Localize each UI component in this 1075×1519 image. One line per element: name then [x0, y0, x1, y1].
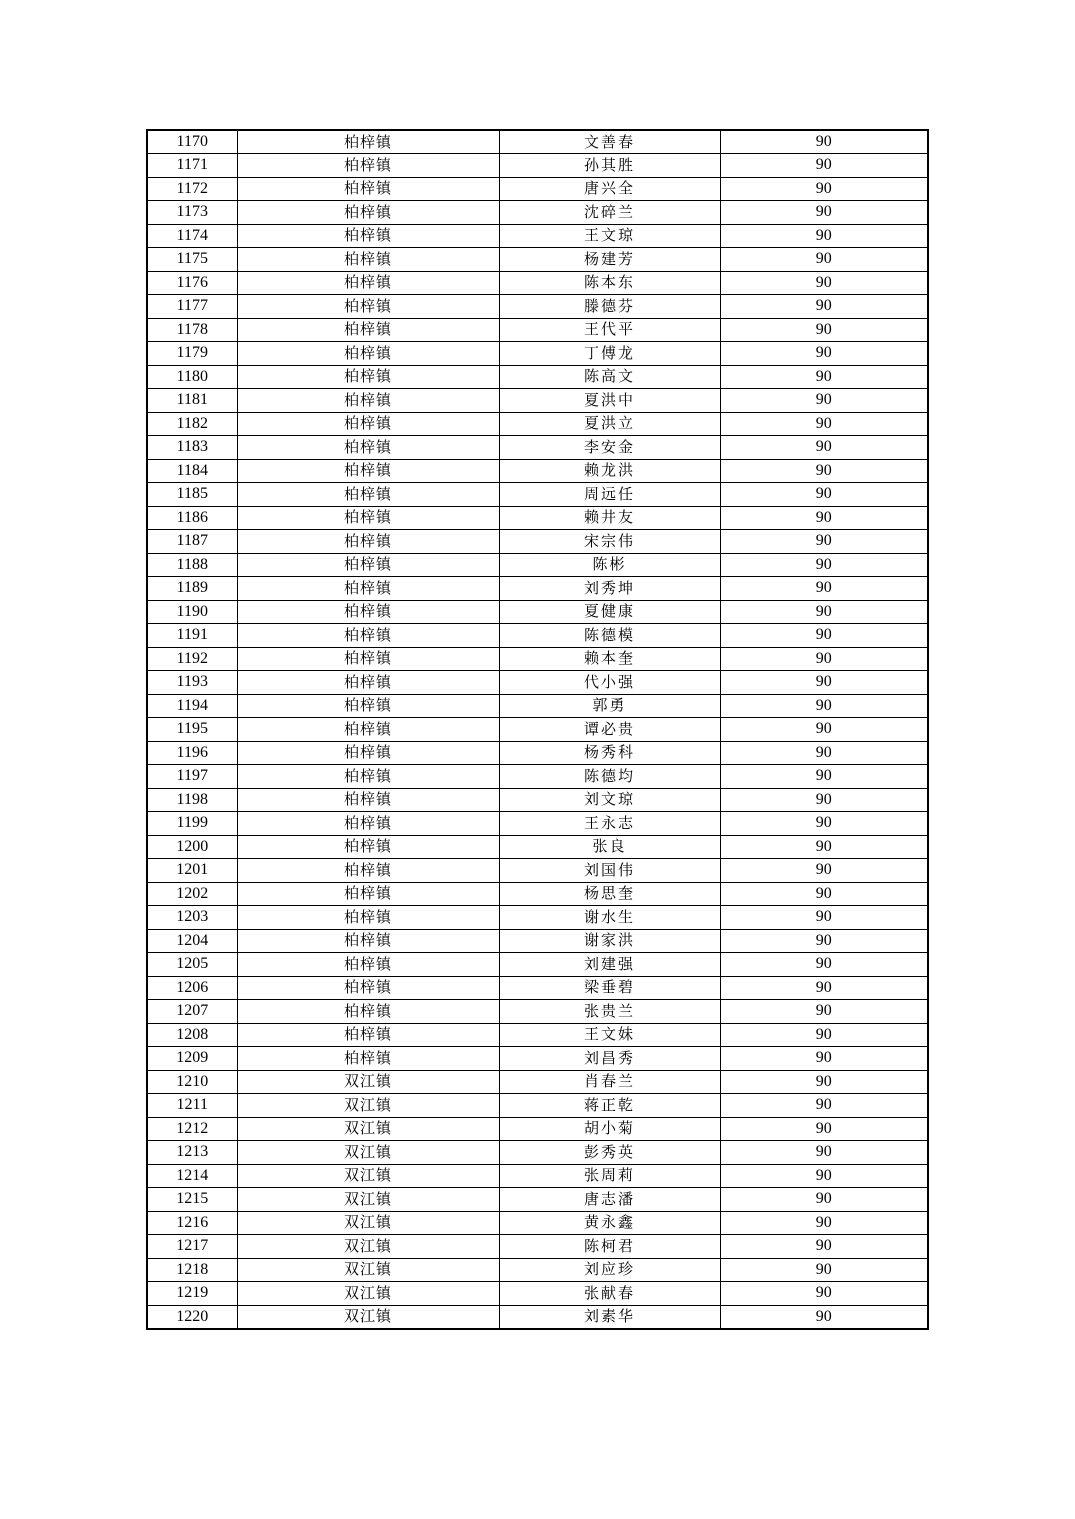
score-cell: 90: [720, 765, 928, 789]
table-row: [147, 1164, 928, 1188]
row-number: 1211: [147, 1094, 237, 1118]
town-cell: 双江镇: [237, 1117, 499, 1141]
person-name-cell: 李安金: [499, 436, 720, 460]
score-cell: 90: [720, 483, 928, 507]
town-cell: 柏梓镇: [237, 1000, 499, 1024]
person-name-cell: 陈彬: [499, 553, 720, 577]
row-number: 1200: [147, 835, 237, 859]
score-cell: 90: [720, 177, 928, 201]
person-name-cell: 王文妹: [499, 1023, 720, 1047]
score-cell: 90: [720, 389, 928, 413]
town-cell: 双江镇: [237, 1094, 499, 1118]
person-name-cell: 夏洪立: [499, 412, 720, 436]
row-number: 1176: [147, 271, 237, 295]
table-row: [147, 365, 928, 389]
town-cell: 柏梓镇: [237, 201, 499, 225]
town-cell: 柏梓镇: [237, 318, 499, 342]
table-row: [147, 1211, 928, 1235]
table-row: [147, 624, 928, 648]
score-cell: 90: [720, 295, 928, 319]
person-name-cell: 刘昌秀: [499, 1047, 720, 1071]
table-row: [147, 1047, 928, 1071]
table-row: [147, 459, 928, 483]
score-cell: 90: [720, 130, 928, 154]
person-name-cell: 滕德芬: [499, 295, 720, 319]
person-name-cell: 刘秀坤: [499, 577, 720, 601]
table-row: [147, 812, 928, 836]
person-name-cell: 刘国伟: [499, 859, 720, 883]
person-name-cell: 周远任: [499, 483, 720, 507]
score-cell: 90: [720, 741, 928, 765]
table-row: [147, 1094, 928, 1118]
person-name-cell: 刘素华: [499, 1305, 720, 1329]
town-cell: 柏梓镇: [237, 647, 499, 671]
town-cell: 柏梓镇: [237, 506, 499, 530]
person-name-cell: 丁傅龙: [499, 342, 720, 366]
table-row: [147, 201, 928, 225]
table-row: [147, 694, 928, 718]
town-cell: 双江镇: [237, 1188, 499, 1212]
score-cell: 90: [720, 342, 928, 366]
person-name-cell: 唐兴全: [499, 177, 720, 201]
row-number: 1209: [147, 1047, 237, 1071]
town-cell: 柏梓镇: [237, 859, 499, 883]
table-row: [147, 1305, 928, 1329]
score-cell: 90: [720, 976, 928, 1000]
row-number: 1199: [147, 812, 237, 836]
person-name-cell: 杨秀科: [499, 741, 720, 765]
row-number: 1218: [147, 1258, 237, 1282]
table-row: [147, 412, 928, 436]
score-cell: 90: [720, 671, 928, 695]
roster-table: [146, 129, 929, 1330]
person-name-cell: 肖春兰: [499, 1070, 720, 1094]
table-row: [147, 389, 928, 413]
person-name-cell: 刘建强: [499, 953, 720, 977]
row-number: 1216: [147, 1211, 237, 1235]
row-number: 1194: [147, 694, 237, 718]
person-name-cell: 王文琼: [499, 224, 720, 248]
person-name-cell: 赖龙洪: [499, 459, 720, 483]
table-row: [147, 1258, 928, 1282]
row-number: 1212: [147, 1117, 237, 1141]
person-name-cell: 王代平: [499, 318, 720, 342]
town-cell: 柏梓镇: [237, 248, 499, 272]
person-name-cell: 张贵兰: [499, 1000, 720, 1024]
table-row: [147, 295, 928, 319]
town-cell: 柏梓镇: [237, 130, 499, 154]
score-cell: 90: [720, 812, 928, 836]
town-cell: 柏梓镇: [237, 389, 499, 413]
score-cell: 90: [720, 624, 928, 648]
person-name-cell: 代小强: [499, 671, 720, 695]
table-row: [147, 130, 928, 154]
town-cell: 柏梓镇: [237, 436, 499, 460]
town-cell: 柏梓镇: [237, 718, 499, 742]
table-row: [147, 154, 928, 178]
town-cell: 柏梓镇: [237, 953, 499, 977]
table-row: [147, 1117, 928, 1141]
score-cell: 90: [720, 647, 928, 671]
row-number: 1191: [147, 624, 237, 648]
table-row: [147, 882, 928, 906]
table-row: [147, 271, 928, 295]
table-row: [147, 929, 928, 953]
table-row: [147, 906, 928, 930]
row-number: 1173: [147, 201, 237, 225]
row-number: 1170: [147, 130, 237, 154]
town-cell: 柏梓镇: [237, 671, 499, 695]
person-name-cell: 夏健康: [499, 600, 720, 624]
person-name-cell: 陈德模: [499, 624, 720, 648]
row-number: 1197: [147, 765, 237, 789]
person-name-cell: 张良: [499, 835, 720, 859]
table-row: [147, 835, 928, 859]
score-cell: 90: [720, 506, 928, 530]
row-number: 1192: [147, 647, 237, 671]
table-row: [147, 1188, 928, 1212]
score-cell: 90: [720, 577, 928, 601]
roster-body: [147, 130, 928, 1329]
row-number: 1206: [147, 976, 237, 1000]
row-number: 1184: [147, 459, 237, 483]
person-name-cell: 张周莉: [499, 1164, 720, 1188]
town-cell: 柏梓镇: [237, 412, 499, 436]
table-row: [147, 577, 928, 601]
row-number: 1198: [147, 788, 237, 812]
score-cell: 90: [720, 929, 928, 953]
table-row: [147, 741, 928, 765]
score-cell: 90: [720, 1188, 928, 1212]
roster-sheet: [146, 129, 927, 1330]
score-cell: 90: [720, 600, 928, 624]
table-row: [147, 177, 928, 201]
score-cell: 90: [720, 365, 928, 389]
score-cell: 90: [720, 154, 928, 178]
score-cell: 90: [720, 906, 928, 930]
table-row: [147, 976, 928, 1000]
row-number: 1196: [147, 741, 237, 765]
table-row: [147, 647, 928, 671]
person-name-cell: 胡小菊: [499, 1117, 720, 1141]
town-cell: 柏梓镇: [237, 788, 499, 812]
score-cell: 90: [720, 436, 928, 460]
score-cell: 90: [720, 201, 928, 225]
town-cell: 柏梓镇: [237, 694, 499, 718]
table-row: [147, 224, 928, 248]
person-name-cell: 谢家洪: [499, 929, 720, 953]
person-name-cell: 赖本奎: [499, 647, 720, 671]
person-name-cell: 彭秀英: [499, 1141, 720, 1165]
score-cell: 90: [720, 1282, 928, 1306]
town-cell: 柏梓镇: [237, 600, 499, 624]
table-row: [147, 1235, 928, 1259]
row-number: 1193: [147, 671, 237, 695]
town-cell: 柏梓镇: [237, 295, 499, 319]
town-cell: 柏梓镇: [237, 577, 499, 601]
table-row: [147, 506, 928, 530]
score-cell: 90: [720, 1141, 928, 1165]
row-number: 1189: [147, 577, 237, 601]
row-number: 1214: [147, 1164, 237, 1188]
person-name-cell: 梁垂碧: [499, 976, 720, 1000]
town-cell: 柏梓镇: [237, 553, 499, 577]
row-number: 1186: [147, 506, 237, 530]
row-number: 1180: [147, 365, 237, 389]
town-cell: 柏梓镇: [237, 1047, 499, 1071]
table-row: [147, 765, 928, 789]
table-row: [147, 248, 928, 272]
town-cell: 柏梓镇: [237, 1023, 499, 1047]
town-cell: 双江镇: [237, 1211, 499, 1235]
row-number: 1205: [147, 953, 237, 977]
town-cell: 柏梓镇: [237, 459, 499, 483]
table-row: [147, 1000, 928, 1024]
row-number: 1201: [147, 859, 237, 883]
score-cell: 90: [720, 412, 928, 436]
score-cell: 90: [720, 1000, 928, 1024]
person-name-cell: 蒋正乾: [499, 1094, 720, 1118]
person-name-cell: 陈德均: [499, 765, 720, 789]
town-cell: 柏梓镇: [237, 835, 499, 859]
table-row: [147, 1023, 928, 1047]
person-name-cell: 唐志潘: [499, 1188, 720, 1212]
town-cell: 柏梓镇: [237, 906, 499, 930]
row-number: 1172: [147, 177, 237, 201]
person-name-cell: 张献春: [499, 1282, 720, 1306]
score-cell: 90: [720, 1258, 928, 1282]
score-cell: 90: [720, 1164, 928, 1188]
person-name-cell: 王永志: [499, 812, 720, 836]
score-cell: 90: [720, 882, 928, 906]
table-row: [147, 859, 928, 883]
person-name-cell: 杨建芳: [499, 248, 720, 272]
town-cell: 柏梓镇: [237, 271, 499, 295]
person-name-cell: 陈柯君: [499, 1235, 720, 1259]
person-name-cell: 沈碎兰: [499, 201, 720, 225]
row-number: 1203: [147, 906, 237, 930]
row-number: 1175: [147, 248, 237, 272]
score-cell: 90: [720, 718, 928, 742]
town-cell: 柏梓镇: [237, 929, 499, 953]
score-cell: 90: [720, 1117, 928, 1141]
score-cell: 90: [720, 788, 928, 812]
person-name-cell: 刘文琼: [499, 788, 720, 812]
table-row: [147, 671, 928, 695]
table-row: [147, 318, 928, 342]
person-name-cell: 刘应珍: [499, 1258, 720, 1282]
town-cell: 柏梓镇: [237, 741, 499, 765]
row-number: 1187: [147, 530, 237, 554]
person-name-cell: 文善春: [499, 130, 720, 154]
town-cell: 双江镇: [237, 1235, 499, 1259]
town-cell: 柏梓镇: [237, 765, 499, 789]
row-number: 1208: [147, 1023, 237, 1047]
person-name-cell: 杨思奎: [499, 882, 720, 906]
row-number: 1185: [147, 483, 237, 507]
town-cell: 柏梓镇: [237, 812, 499, 836]
score-cell: 90: [720, 459, 928, 483]
town-cell: 柏梓镇: [237, 342, 499, 366]
row-number: 1219: [147, 1282, 237, 1306]
row-number: 1182: [147, 412, 237, 436]
row-number: 1207: [147, 1000, 237, 1024]
person-name-cell: 赖井友: [499, 506, 720, 530]
row-number: 1183: [147, 436, 237, 460]
score-cell: 90: [720, 1070, 928, 1094]
town-cell: 柏梓镇: [237, 530, 499, 554]
score-cell: 90: [720, 859, 928, 883]
table-row: [147, 1070, 928, 1094]
score-cell: 90: [720, 1305, 928, 1329]
town-cell: 双江镇: [237, 1141, 499, 1165]
score-cell: 90: [720, 530, 928, 554]
table-row: [147, 600, 928, 624]
row-number: 1195: [147, 718, 237, 742]
score-cell: 90: [720, 1094, 928, 1118]
town-cell: 柏梓镇: [237, 483, 499, 507]
row-number: 1178: [147, 318, 237, 342]
row-number: 1220: [147, 1305, 237, 1329]
table-row: [147, 1282, 928, 1306]
row-number: 1177: [147, 295, 237, 319]
town-cell: 双江镇: [237, 1282, 499, 1306]
row-number: 1213: [147, 1141, 237, 1165]
row-number: 1188: [147, 553, 237, 577]
town-cell: 柏梓镇: [237, 624, 499, 648]
row-number: 1179: [147, 342, 237, 366]
town-cell: 双江镇: [237, 1164, 499, 1188]
person-name-cell: 孙其胜: [499, 154, 720, 178]
town-cell: 双江镇: [237, 1305, 499, 1329]
score-cell: 90: [720, 953, 928, 977]
table-row: [147, 483, 928, 507]
person-name-cell: 陈高文: [499, 365, 720, 389]
row-number: 1215: [147, 1188, 237, 1212]
person-name-cell: 陈本东: [499, 271, 720, 295]
town-cell: 双江镇: [237, 1070, 499, 1094]
score-cell: 90: [720, 694, 928, 718]
town-cell: 双江镇: [237, 1258, 499, 1282]
row-number: 1174: [147, 224, 237, 248]
score-cell: 90: [720, 1211, 928, 1235]
score-cell: 90: [720, 553, 928, 577]
row-number: 1204: [147, 929, 237, 953]
table-row: [147, 553, 928, 577]
row-number: 1171: [147, 154, 237, 178]
score-cell: 90: [720, 271, 928, 295]
score-cell: 90: [720, 1023, 928, 1047]
row-number: 1190: [147, 600, 237, 624]
town-cell: 柏梓镇: [237, 976, 499, 1000]
person-name-cell: 黄永鑫: [499, 1211, 720, 1235]
score-cell: 90: [720, 1235, 928, 1259]
row-number: 1217: [147, 1235, 237, 1259]
table-row: [147, 953, 928, 977]
town-cell: 柏梓镇: [237, 882, 499, 906]
row-number: 1181: [147, 389, 237, 413]
row-number: 1202: [147, 882, 237, 906]
person-name-cell: 谢水生: [499, 906, 720, 930]
score-cell: 90: [720, 248, 928, 272]
score-cell: 90: [720, 1047, 928, 1071]
table-row: [147, 718, 928, 742]
table-row: [147, 342, 928, 366]
row-number: 1210: [147, 1070, 237, 1094]
person-name-cell: 宋宗伟: [499, 530, 720, 554]
town-cell: 柏梓镇: [237, 224, 499, 248]
score-cell: 90: [720, 835, 928, 859]
table-row: [147, 530, 928, 554]
person-name-cell: 郭勇: [499, 694, 720, 718]
score-cell: 90: [720, 224, 928, 248]
town-cell: 柏梓镇: [237, 154, 499, 178]
table-row: [147, 1141, 928, 1165]
town-cell: 柏梓镇: [237, 177, 499, 201]
table-row: [147, 436, 928, 460]
person-name-cell: 谭必贵: [499, 718, 720, 742]
town-cell: 柏梓镇: [237, 365, 499, 389]
person-name-cell: 夏洪中: [499, 389, 720, 413]
score-cell: 90: [720, 318, 928, 342]
table-row: [147, 788, 928, 812]
